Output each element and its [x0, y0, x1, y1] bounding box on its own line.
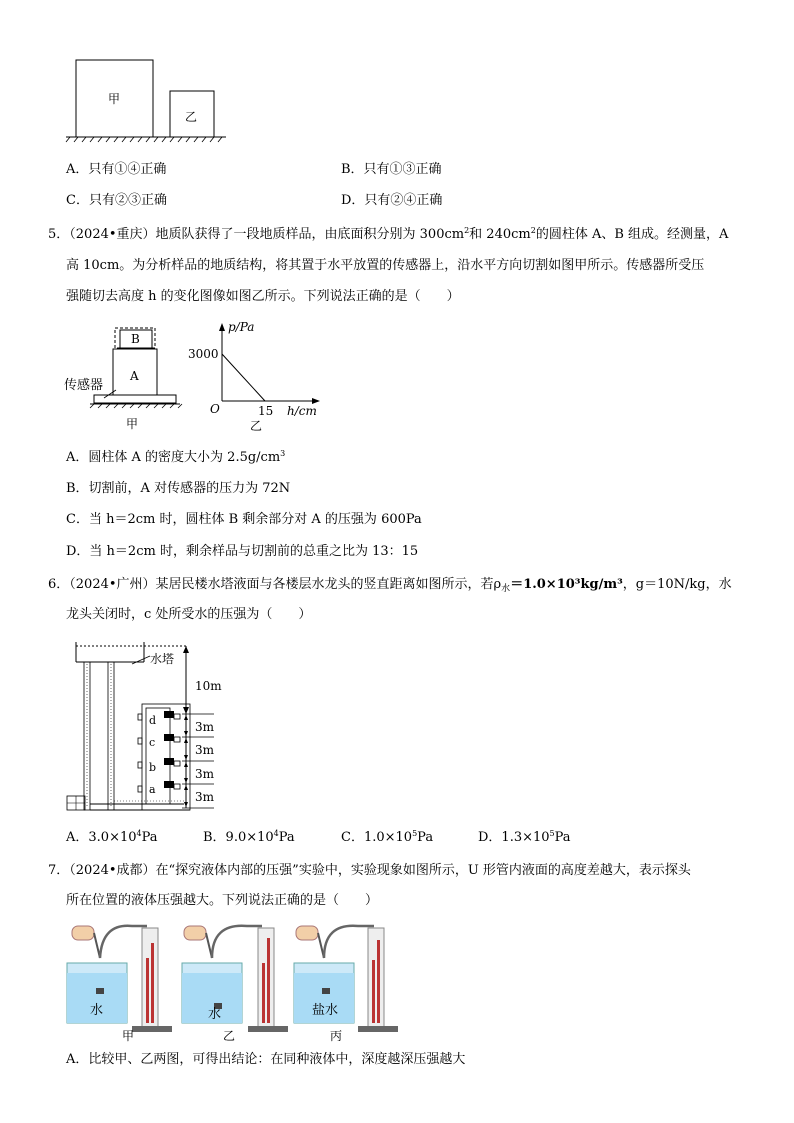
liquid-label-1: 水 — [90, 1003, 104, 1018]
q5-option-d[interactable]: D．当 h＝2cm 时，剩余样品与切割前的总重之比为 13：15 — [66, 544, 419, 559]
q5-option-b[interactable]: B．切割前，A 对传感器的压力为 72N — [66, 481, 291, 496]
q4-option-a[interactable]: A．只有①④正确 — [66, 162, 167, 177]
tap-d: d — [149, 714, 157, 727]
y-value: 3000 — [188, 347, 219, 361]
caption-2: 乙 — [223, 1029, 236, 1043]
q5-figure — [60, 318, 350, 436]
caption-3: 丙 — [330, 1029, 343, 1043]
x-axis-label: h/cm — [287, 404, 317, 418]
experiment-yi — [182, 926, 288, 1043]
q4-option-b[interactable]: B．只有①③正确 — [341, 162, 442, 177]
q6-option-c[interactable]: C．$1.0\times 10^5Pa$ — [341, 829, 434, 845]
q7-option-a[interactable]: A．比较甲、乙两图，可得出结论：在同种液体中，深度越深压强越大 — [66, 1052, 466, 1067]
q5-option-c[interactable]: C．当 h＝2cm 时，圆柱体 B 剩余部分对 A 的压强为 600Pa — [66, 512, 422, 527]
tap-c: c — [149, 736, 156, 749]
dim-10m: 10m — [195, 679, 222, 693]
x-value: 15 — [258, 404, 274, 418]
q6-stem-line1: 6．（2024•广州）某居民楼水塔液面与各楼层水龙头的竖直距离如图所示，若$\rho_水=1.0\times 10^3kg/m^3$，g＝10N/kg，水 — [48, 577, 732, 594]
label-yi: 乙 — [185, 110, 198, 124]
caption-1: 甲 — [122, 1029, 135, 1043]
q6-stem-line2: 龙头关闭时，c 处所受水的压强为（ ） — [66, 607, 312, 622]
label-jia: 甲 — [108, 92, 121, 106]
q7-stem-line2: 所在位置的液体压强越大。下列说法正确的是（ ） — [66, 893, 379, 908]
tap-a: a — [149, 783, 156, 796]
q6-figure — [64, 634, 234, 816]
q5-stem-line3: 强随切去高度 h 的变化图像如图乙所示。下列说法正确的是（ ） — [66, 289, 460, 304]
dim-3m-4: 3m — [195, 790, 215, 804]
q6-option-d[interactable]: D．$1.3\times 10^5Pa$ — [478, 829, 571, 845]
dim-3m-3: 3m — [195, 767, 215, 781]
label-b: B — [131, 332, 140, 346]
q5-stem-line2: 高 10cm。为分析样品的地质结构，将其置于水平放置的传感器上，沿水平方向切割如图甲所示。传感器所受压 — [66, 258, 705, 273]
experiment-jia — [67, 926, 172, 1043]
blocks-figure — [64, 55, 234, 145]
y-axis-label: p/Pa — [228, 320, 255, 334]
q4-option-d[interactable]: D．只有②④正确 — [341, 193, 443, 208]
liquid-label-2: 水 — [208, 1007, 222, 1022]
caption-yi: 乙 — [250, 419, 263, 433]
label-a: A — [130, 369, 139, 383]
q4-option-c[interactable]: C．只有②③正确 — [66, 193, 167, 208]
liquid-label-3: 盐水 — [312, 1003, 339, 1018]
q5-option-a[interactable]: A．圆柱体 A 的密度大小为 $2.5g/cm^3$ — [66, 449, 286, 465]
q6-option-b[interactable]: B．$9.0\times 10^4Pa$ — [203, 829, 295, 845]
tap-b: b — [149, 761, 157, 774]
q7-stem-line1: 7．（2024•成都）在“探究液体内部的压强”实验中，实验现象如图所示，U 形管内液面的高度差越大，表示探头 — [48, 863, 691, 878]
caption-jia: 甲 — [126, 417, 139, 431]
tower-label: 水塔 — [150, 652, 175, 666]
dim-3m-1: 3m — [195, 720, 215, 734]
dim-3m-2: 3m — [195, 743, 215, 757]
q7-figure — [62, 918, 402, 1044]
q6-option-a[interactable]: A．$3.0\times 10^4Pa$ — [66, 829, 158, 845]
label-sensor: 传感器 — [64, 378, 104, 393]
origin-label: O — [210, 402, 220, 416]
experiment-bing — [294, 926, 398, 1043]
q5-stem-line1: 5．（2024•重庆）地质队获得了一段地质样品，由底面积分别为 $300cm^2$和 $240cm^2$的圆柱体 A、B 组成。经测量，A — [48, 226, 729, 242]
